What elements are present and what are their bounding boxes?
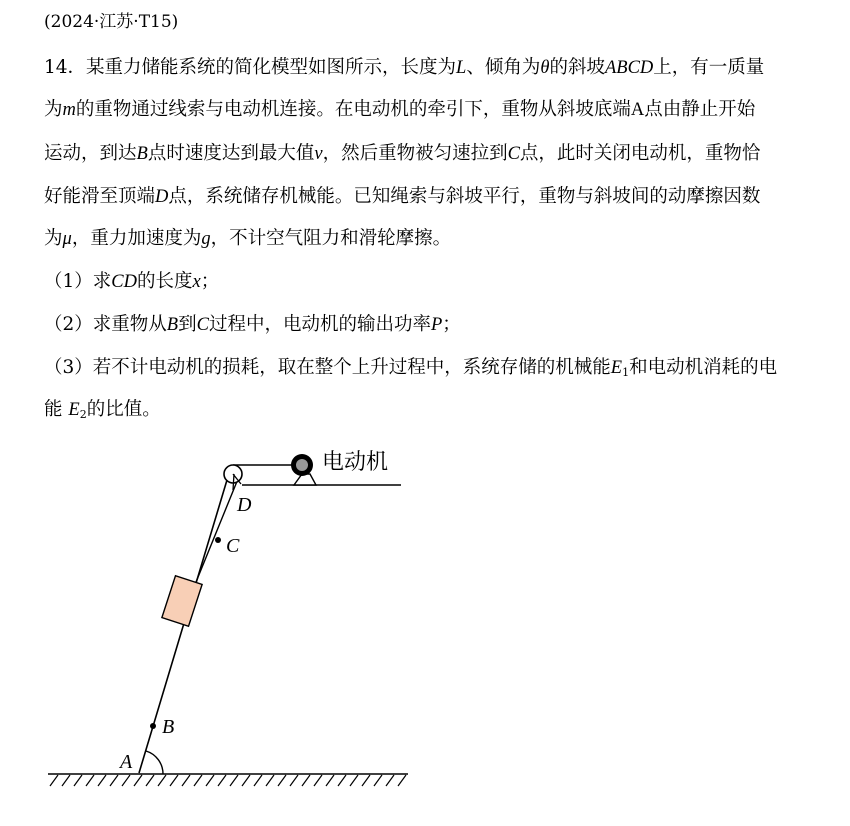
var-E1: E xyxy=(610,358,623,378)
var-L: L xyxy=(456,58,467,78)
ground xyxy=(48,774,408,786)
var-m: m xyxy=(62,100,76,120)
var-x: x xyxy=(192,272,201,292)
var-v: v xyxy=(314,144,323,164)
motor xyxy=(291,454,316,485)
question-3: （3）若不计电动机的损耗，取在整个上升过程中，系统存储的机械能$E_1$和电动机消耗的电 xyxy=(44,357,778,379)
var-mu: μ xyxy=(62,229,72,249)
var-g: g xyxy=(201,229,211,249)
label-B: B xyxy=(162,716,175,738)
label-A: A xyxy=(120,751,133,773)
problem-line-1: 14．某重力储能系统的简化模型如图所示，长度为L、倾角为θ的斜坡ABCD上，有一质量 xyxy=(44,57,765,78)
question-3-continued: 能 $E_2$的比值。 xyxy=(44,399,161,421)
label-C: C xyxy=(226,535,240,557)
var-theta: θ xyxy=(540,58,550,78)
var-E2: E xyxy=(68,400,80,420)
problem-line-4: 好能滑至顶端D点，系统储存机械能。已知绳索与斜坡平行，重物与斜坡间的动摩擦因数 xyxy=(44,186,761,207)
problem-line-3: 运动，到达B点时速度达到最大值v，然后重物被匀速拉到C点，此时关闭电动机，重物恰 xyxy=(44,143,761,164)
problem-line-2: 为m的重物通过线索与电动机连接。在电动机的牵引下，重物从斜坡底端A点由静止开始 xyxy=(44,99,756,120)
point-B-dot xyxy=(150,723,156,729)
point-A-text: A xyxy=(630,100,645,120)
point-C-dot xyxy=(215,537,221,543)
var-P: P xyxy=(430,315,443,335)
weight-block xyxy=(162,576,202,626)
question-2: （2）求重物从B到C过程中，电动机的输出功率P； xyxy=(44,314,461,335)
angle-arc xyxy=(146,751,163,774)
var-ABCD: ABCD xyxy=(604,58,654,78)
rope-along-slope xyxy=(194,474,240,587)
label-D: D xyxy=(237,494,252,516)
problem-line-5: 为μ，重力加速度为g，不计空气阻力和滑轮摩擦。 xyxy=(44,228,452,249)
source-label: (2024·江苏·T15) xyxy=(44,12,179,32)
motor-label: 电动机 xyxy=(322,450,389,475)
question-1: （1）求CD的长度x； xyxy=(44,271,220,292)
